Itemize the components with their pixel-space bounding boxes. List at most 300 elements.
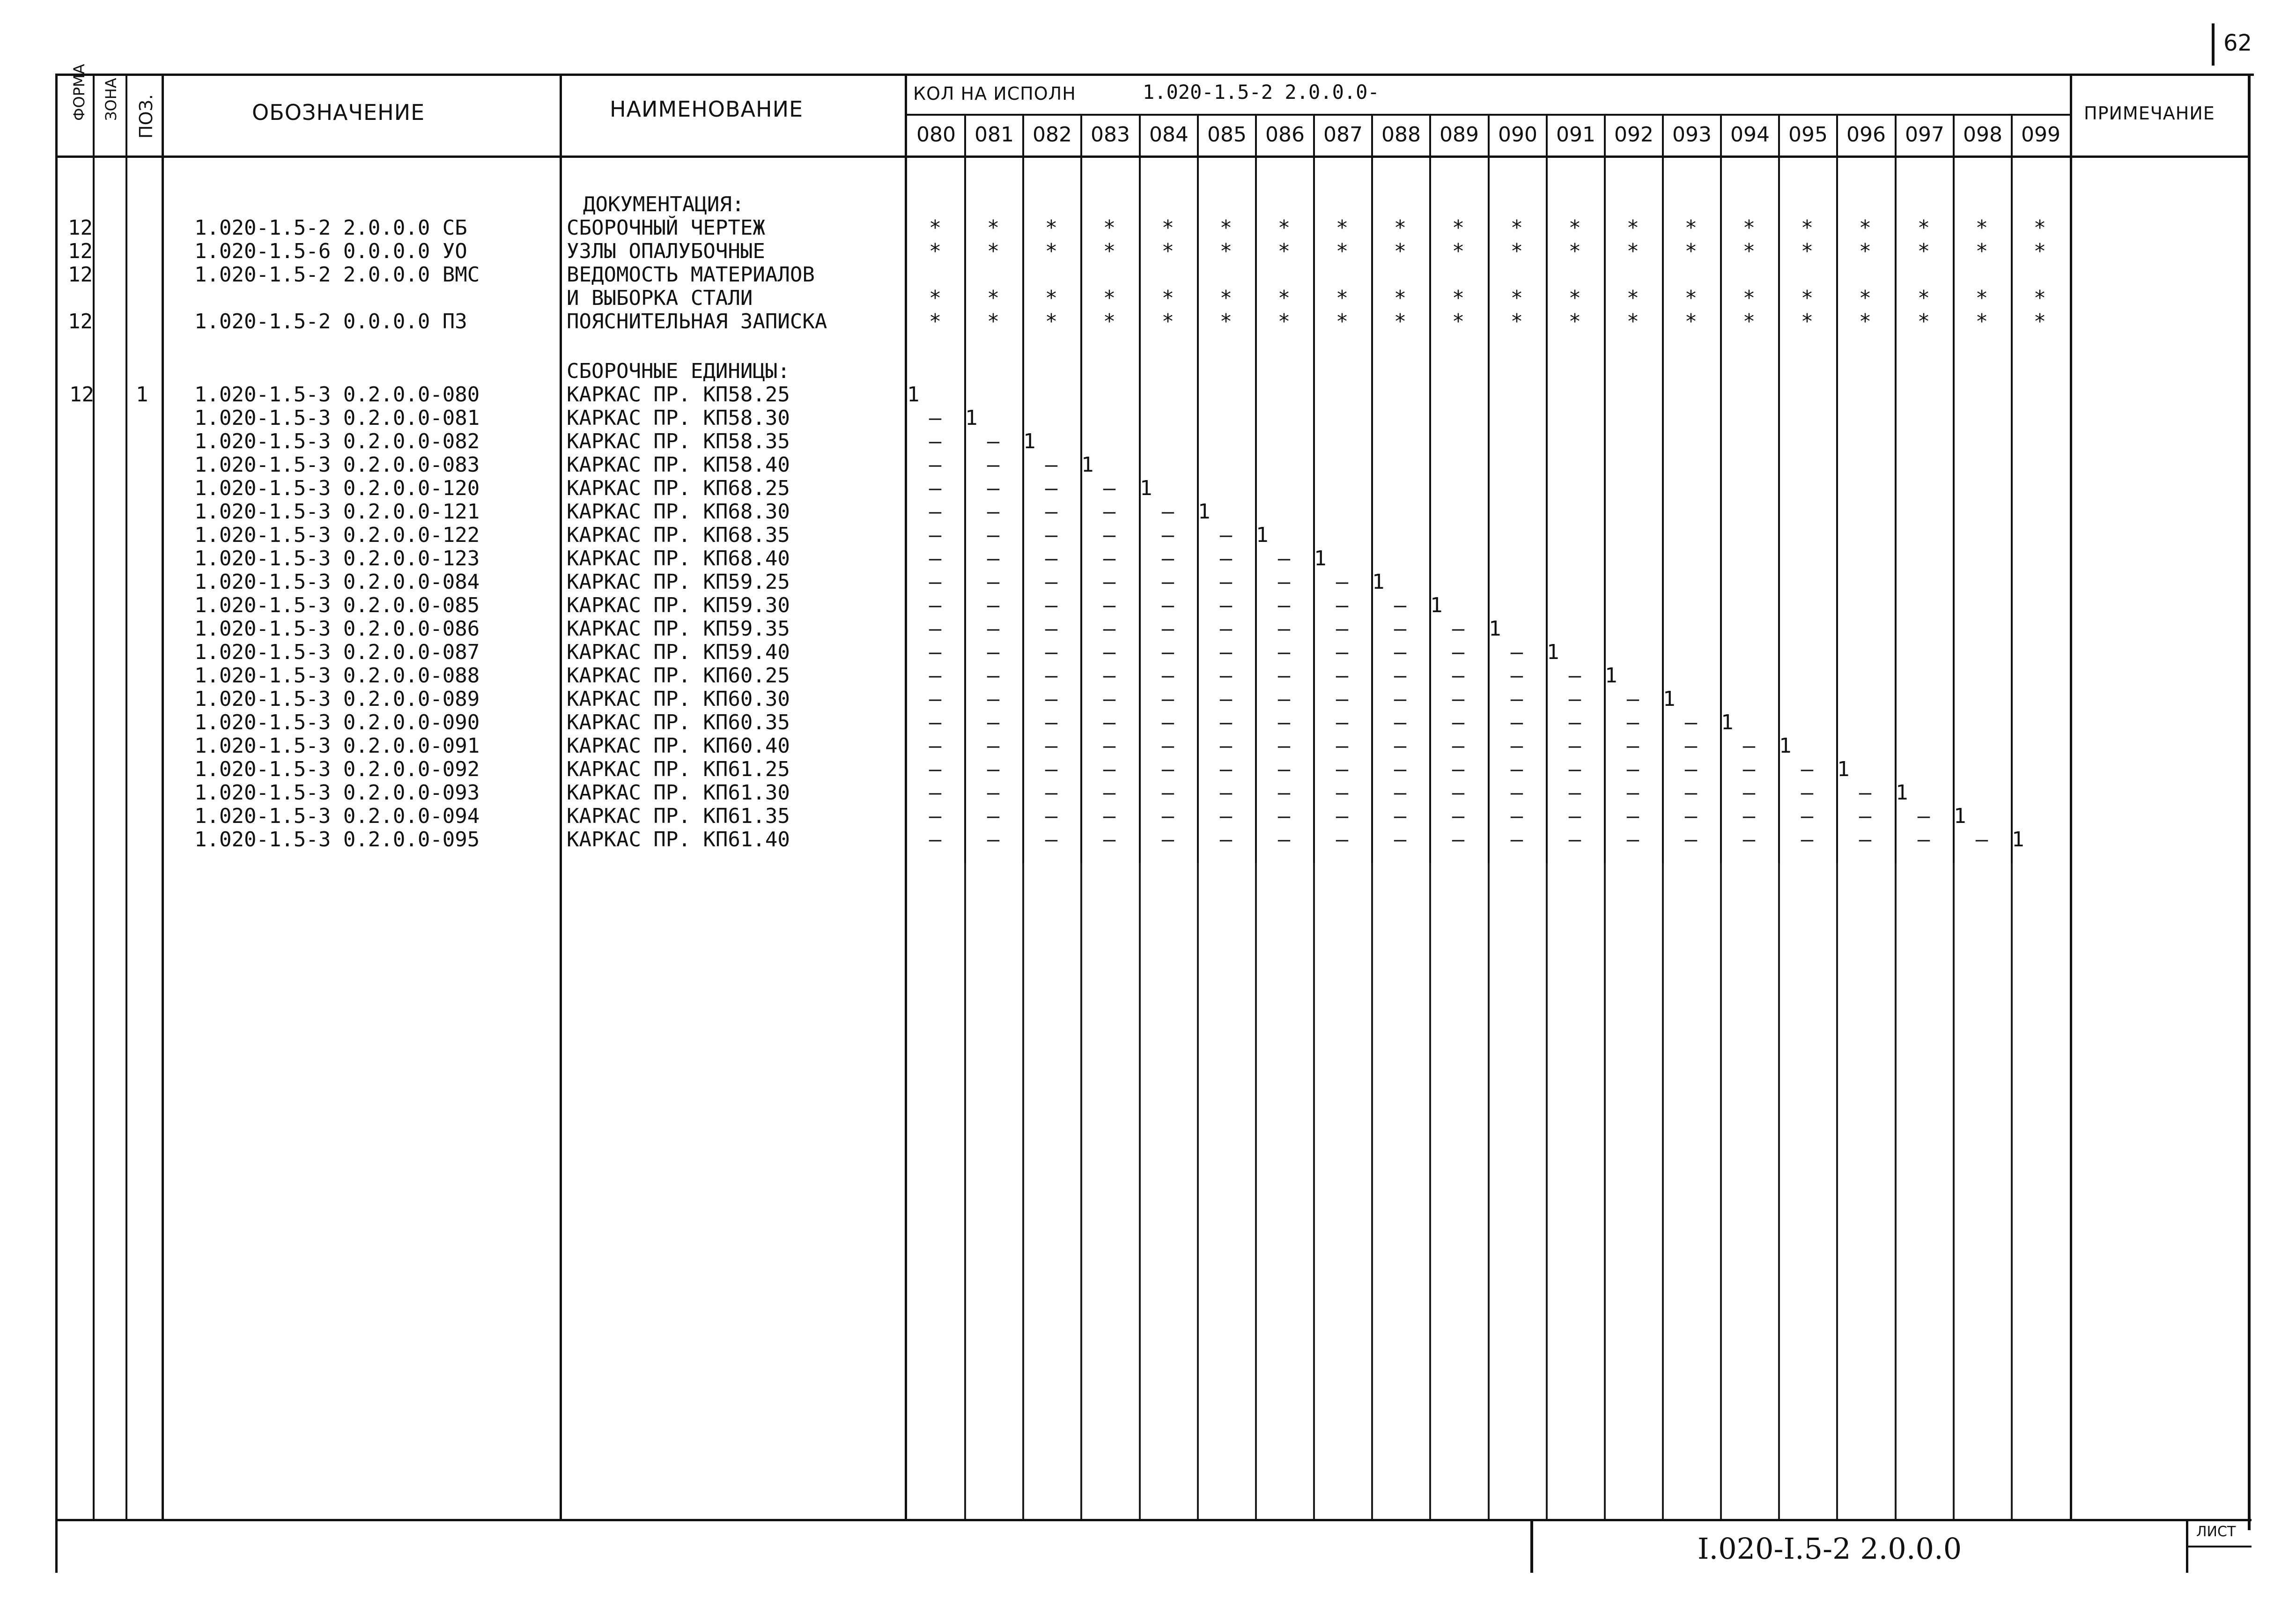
doc-designation: 1.020-1.5-2 2.0.0.0 СБ — [194, 216, 467, 240]
unit-dash: – — [987, 687, 1000, 711]
unit-dash: – — [987, 476, 1000, 500]
unit-dash: – — [1103, 687, 1116, 711]
unit-qty: 1 — [1489, 617, 1501, 641]
section-documentation: ДОКУМЕНТАЦИЯ: — [583, 192, 745, 216]
unit-dash: – — [1161, 734, 1174, 758]
variant-col-line-full — [1429, 114, 1431, 1521]
unit-dash: – — [1161, 640, 1174, 664]
unit-dash: – — [1626, 828, 1639, 851]
unit-dash: – — [1277, 804, 1291, 828]
doc-mark: * — [2033, 286, 2046, 310]
unit-dash: – — [929, 570, 942, 594]
unit-dash: – — [929, 500, 942, 524]
unit-name: КАРКАС ПР. КП61.40 — [567, 828, 790, 851]
header-poz: ПОЗ. — [136, 94, 156, 139]
doc-mark: * — [1336, 216, 1349, 240]
unit-dash: – — [1161, 687, 1174, 711]
unit-dash: – — [987, 828, 1000, 851]
variant-header-099: 099 — [2021, 123, 2060, 147]
col-line-name — [905, 74, 907, 1521]
variant-header-085: 085 — [1207, 123, 1247, 147]
unit-dash: – — [987, 734, 1000, 758]
unit-qty: 1 — [1081, 453, 1094, 477]
doc-mark: * — [1510, 239, 1523, 263]
doc-mark: * — [1801, 239, 1814, 263]
unit-dash: – — [1045, 664, 1058, 688]
unit-dash: – — [1801, 804, 1814, 828]
table-right-border — [2248, 74, 2251, 1530]
variant-header-084: 084 — [1149, 123, 1189, 147]
unit-dash: – — [987, 804, 1000, 828]
unit-qty: 1 — [1372, 570, 1385, 594]
unit-dash: – — [1103, 476, 1116, 500]
unit-dash: – — [1336, 781, 1349, 805]
unit-dash: – — [987, 781, 1000, 805]
unit-dash: – — [1510, 734, 1523, 758]
unit-dash: – — [1568, 757, 1581, 781]
variant-header-086: 086 — [1265, 123, 1305, 147]
doc-mark: * — [1742, 310, 1756, 333]
unit-designation: 1.020-1.5-3 0.2.0.0-087 — [194, 640, 480, 664]
unit-designation: 1.020-1.5-3 0.2.0.0-080 — [194, 383, 480, 407]
doc-mark: * — [987, 216, 1000, 240]
doc-mark: * — [1452, 310, 1465, 333]
doc-mark: * — [1219, 216, 1233, 240]
doc-mark: * — [1917, 239, 1930, 263]
unit-designation: 1.020-1.5-3 0.2.0.0-092 — [194, 757, 480, 781]
doc-mark: * — [1917, 286, 1930, 310]
unit-dash: – — [1045, 804, 1058, 828]
units-forma: 12 — [69, 383, 94, 407]
unit-dash: – — [929, 804, 942, 828]
unit-designation: 1.020-1.5-3 0.2.0.0-082 — [194, 429, 480, 453]
doc-mark: * — [1161, 239, 1174, 263]
unit-dash: – — [929, 617, 942, 641]
unit-dash: – — [929, 687, 942, 711]
unit-dash: – — [1045, 500, 1058, 524]
doc-mark: * — [2033, 310, 2046, 333]
unit-dash: – — [1452, 664, 1465, 688]
doc-mark: * — [1568, 286, 1581, 310]
unit-dash: – — [1394, 711, 1407, 734]
doc-mark: * — [1103, 286, 1116, 310]
doc-mark: * — [1975, 216, 1988, 240]
unit-dash: – — [1277, 711, 1291, 734]
unit-dash: – — [987, 617, 1000, 641]
unit-dash: – — [1277, 757, 1291, 781]
unit-dash: – — [987, 757, 1000, 781]
doc-mark: * — [1336, 286, 1349, 310]
variant-header-095: 095 — [1788, 123, 1828, 147]
variant-col-line-full — [1197, 114, 1199, 1521]
unit-dash: – — [1219, 687, 1233, 711]
unit-dash: – — [1277, 570, 1291, 594]
variant-header-090: 090 — [1498, 123, 1537, 147]
unit-dash: – — [1219, 547, 1233, 570]
unit-dash: – — [1452, 734, 1465, 758]
doc-mark: * — [1219, 239, 1233, 263]
unit-dash: – — [1917, 804, 1930, 828]
unit-dash: – — [1742, 804, 1756, 828]
unit-designation: 1.020-1.5-3 0.2.0.0-120 — [194, 476, 480, 500]
doc-mark: * — [1394, 286, 1407, 310]
unit-dash: – — [1045, 640, 1058, 664]
unit-dash: – — [987, 570, 1000, 594]
unit-dash: – — [1394, 734, 1407, 758]
unit-dash: – — [1045, 757, 1058, 781]
doc-mark: * — [2033, 239, 2046, 263]
unit-dash: – — [1336, 828, 1349, 851]
variant-header-097: 097 — [1905, 123, 1944, 147]
doc-mark: * — [1975, 286, 1988, 310]
unit-name: КАРКАС ПР. КП61.25 — [567, 757, 790, 781]
unit-dash: – — [1045, 711, 1058, 734]
unit-dash: – — [1045, 687, 1058, 711]
unit-dash: – — [1161, 781, 1174, 805]
unit-dash: – — [1045, 570, 1058, 594]
header-designation: ОБОЗНАЧЕНИЕ — [252, 100, 425, 125]
unit-dash: – — [1742, 828, 1756, 851]
unit-dash: – — [1336, 593, 1349, 617]
unit-name: КАРКАС ПР. КП68.25 — [567, 476, 790, 500]
unit-dash: – — [1568, 734, 1581, 758]
doc-forma: 12 — [68, 263, 93, 287]
unit-designation: 1.020-1.5-3 0.2.0.0-085 — [194, 593, 480, 617]
unit-dash: – — [1103, 523, 1116, 547]
unit-qty: 1 — [1896, 781, 1908, 805]
unit-dash: – — [987, 523, 1000, 547]
variant-header-094: 094 — [1730, 123, 1770, 147]
doc-mark: * — [1859, 310, 1872, 333]
unit-dash: – — [1394, 617, 1407, 641]
doc-mark: * — [1684, 310, 1698, 333]
variant-col-line-full — [1546, 114, 1548, 1521]
unit-dash: – — [1161, 828, 1174, 851]
unit-dash: – — [1801, 757, 1814, 781]
doc-mark: * — [1975, 310, 1988, 333]
unit-name: КАРКАС ПР. КП60.30 — [567, 687, 790, 711]
header-bottom-border-note — [2070, 155, 2248, 158]
unit-dash: – — [929, 757, 942, 781]
doc-designation: 1.020-1.5-2 0.0.0.0 ПЗ — [194, 310, 467, 333]
unit-dash: – — [1684, 804, 1698, 828]
variant-header-089: 089 — [1440, 123, 1479, 147]
variant-col-line-full — [964, 114, 966, 1521]
variant-header-092: 092 — [1614, 123, 1654, 147]
doc-mark: * — [1277, 216, 1291, 240]
header-forma: ФОРМА — [70, 64, 88, 121]
doc-mark: * — [987, 239, 1000, 263]
unit-dash: – — [1568, 828, 1581, 851]
unit-name: КАРКАС ПР. КП68.30 — [567, 500, 790, 524]
unit-dash: – — [1452, 711, 1465, 734]
unit-qty: 1 — [1605, 664, 1617, 688]
unit-dash: – — [987, 711, 1000, 734]
unit-designation: 1.020-1.5-3 0.2.0.0-086 — [194, 617, 480, 641]
unit-name: КАРКАС ПР. КП60.40 — [567, 734, 790, 758]
unit-dash: – — [1626, 781, 1639, 805]
unit-dash: – — [1626, 757, 1639, 781]
unit-dash: – — [1394, 804, 1407, 828]
unit-dash: – — [1452, 687, 1465, 711]
unit-qty: 1 — [1721, 711, 1734, 734]
unit-dash: – — [1103, 593, 1116, 617]
variant-header-087: 087 — [1323, 123, 1363, 147]
unit-dash: – — [1568, 711, 1581, 734]
doc-mark: * — [1336, 239, 1349, 263]
variant-header-091: 091 — [1556, 123, 1595, 147]
unit-designation: 1.020-1.5-3 0.2.0.0-089 — [194, 687, 480, 711]
doc-mark: * — [1277, 286, 1291, 310]
unit-dash: – — [1103, 547, 1116, 570]
unit-dash: – — [1394, 828, 1407, 851]
unit-dash: – — [1219, 593, 1233, 617]
unit-dash: – — [1045, 617, 1058, 641]
variant-col-line-full — [1604, 114, 1606, 1521]
variant-header-088: 088 — [1381, 123, 1421, 147]
unit-dash: – — [1045, 547, 1058, 570]
page-number: 62 — [2223, 30, 2252, 56]
doc-mark: * — [1626, 216, 1639, 240]
unit-dash: – — [1394, 687, 1407, 711]
unit-dash: – — [1219, 828, 1233, 851]
unit-dash: – — [1568, 664, 1581, 688]
units-poz: 1 — [136, 383, 148, 407]
unit-name: КАРКАС ПР. КП60.25 — [567, 664, 790, 688]
col-line-designation — [560, 74, 562, 1521]
table-left-border — [55, 74, 58, 1530]
variant-col-line-full — [1778, 114, 1780, 1521]
unit-dash: – — [1277, 781, 1291, 805]
doc-mark: * — [1801, 310, 1814, 333]
unit-dash: – — [1045, 453, 1058, 477]
doc-mark: * — [1161, 310, 1174, 333]
unit-name: КАРКАС ПР. КП59.30 — [567, 593, 790, 617]
unit-dash: – — [1510, 804, 1523, 828]
doc-mark: * — [1452, 239, 1465, 263]
doc-mark: * — [929, 310, 942, 333]
unit-dash: – — [1336, 804, 1349, 828]
col-line-poz — [162, 74, 164, 1521]
doc-mark: * — [929, 216, 942, 240]
doc-mark: * — [1277, 239, 1291, 263]
doc-mark: * — [1975, 239, 1988, 263]
doc-mark: * — [1103, 216, 1116, 240]
unit-dash: – — [1045, 781, 1058, 805]
variant-header-080: 080 — [916, 123, 956, 147]
doc-name: УЗЛЫ ОПАЛУБОЧНЫЕ — [567, 239, 765, 263]
unit-dash: – — [1742, 781, 1756, 805]
unit-designation: 1.020-1.5-3 0.2.0.0-088 — [194, 664, 480, 688]
unit-qty: 1 — [965, 406, 978, 430]
doc-mark: * — [2033, 216, 2046, 240]
unit-dash: – — [1161, 500, 1174, 524]
page-number-rule — [2212, 23, 2215, 66]
col-line-zona — [126, 74, 127, 1521]
doc-mark: * — [1219, 286, 1233, 310]
unit-dash: – — [929, 828, 942, 851]
unit-name: КАРКАС ПР. КП58.40 — [567, 453, 790, 477]
stamp-code: I.020-I.5-2 2.0.0.0 — [1698, 1532, 1962, 1566]
variant-header-082: 082 — [1033, 123, 1072, 147]
doc-mark: * — [1568, 310, 1581, 333]
unit-dash: – — [1336, 664, 1349, 688]
unit-designation: 1.020-1.5-3 0.2.0.0-093 — [194, 781, 480, 805]
unit-dash: – — [1045, 593, 1058, 617]
unit-dash: – — [1626, 804, 1639, 828]
doc-mark: * — [1452, 216, 1465, 240]
unit-name: КАРКАС ПР. КП60.35 — [567, 711, 790, 734]
doc-forma: 12 — [68, 310, 93, 333]
unit-dash: – — [1045, 828, 1058, 851]
stamp-left-border — [55, 1521, 58, 1573]
unit-dash: – — [1045, 734, 1058, 758]
doc-mark: * — [1045, 286, 1058, 310]
doc-mark: * — [929, 286, 942, 310]
unit-dash: – — [929, 711, 942, 734]
stamp-divider — [1530, 1519, 1533, 1573]
unit-dash: – — [1394, 757, 1407, 781]
variant-col-line-full — [1895, 114, 1897, 1521]
variant-header-083: 083 — [1091, 123, 1130, 147]
doc-name: СБОРОЧНЫЙ ЧЕРТЕЖ — [567, 216, 765, 240]
unit-designation: 1.020-1.5-3 0.2.0.0-090 — [194, 711, 480, 734]
unit-dash: – — [1684, 757, 1698, 781]
doc-name: И ВЫБОРКА СТАЛИ — [567, 286, 753, 310]
unit-dash: – — [929, 453, 942, 477]
doc-mark: * — [1742, 286, 1756, 310]
unit-dash: – — [1277, 664, 1291, 688]
unit-dash: – — [1277, 593, 1291, 617]
unit-dash: – — [1626, 734, 1639, 758]
variant-col-line-full — [1720, 114, 1722, 1521]
variant-col-line-full — [1371, 114, 1373, 1521]
unit-qty: 1 — [1198, 500, 1211, 524]
unit-name: КАРКАС ПР. КП59.35 — [567, 617, 790, 641]
unit-dash: – — [987, 453, 1000, 477]
unit-dash: – — [929, 523, 942, 547]
doc-mark: * — [1510, 310, 1523, 333]
unit-dash: – — [1394, 640, 1407, 664]
doc-mark: * — [1917, 310, 1930, 333]
unit-qty: 1 — [1430, 593, 1443, 617]
unit-dash: – — [987, 429, 1000, 453]
unit-dash: – — [1336, 617, 1349, 641]
doc-mark: * — [1161, 216, 1174, 240]
variant-col-line-full — [1022, 114, 1024, 1521]
unit-dash: – — [1568, 781, 1581, 805]
unit-dash: – — [1510, 828, 1523, 851]
doc-mark: * — [1394, 310, 1407, 333]
variant-col-line-full — [1662, 114, 1664, 1521]
unit-name: КАРКАС ПР. КП61.35 — [567, 804, 790, 828]
doc-mark: * — [1626, 310, 1639, 333]
unit-dash: – — [1219, 757, 1233, 781]
doc-designation: 1.020-1.5-6 0.0.0.0 УО — [194, 239, 467, 263]
col-line-qty-end — [2070, 74, 2072, 1521]
unit-dash: – — [1161, 547, 1174, 570]
unit-designation: 1.020-1.5-3 0.2.0.0-121 — [194, 500, 480, 524]
unit-dash: – — [1394, 781, 1407, 805]
col-line-forma — [93, 74, 95, 1521]
doc-mark: * — [1742, 239, 1756, 263]
doc-mark: * — [1045, 239, 1058, 263]
unit-dash: – — [1219, 804, 1233, 828]
unit-dash: – — [1394, 593, 1407, 617]
variant-header-096: 096 — [1846, 123, 1886, 147]
unit-dash: – — [1452, 804, 1465, 828]
unit-dash: – — [1917, 828, 1930, 851]
unit-dash: – — [1684, 781, 1698, 805]
variant-col-line-full — [1488, 114, 1490, 1521]
unit-dash: – — [1103, 711, 1116, 734]
unit-dash: – — [1219, 570, 1233, 594]
unit-dash: – — [1219, 523, 1233, 547]
doc-mark: * — [1684, 286, 1698, 310]
doc-mark: * — [1742, 216, 1756, 240]
doc-mark: * — [1336, 310, 1349, 333]
unit-dash: – — [1103, 500, 1116, 524]
unit-dash: – — [1103, 757, 1116, 781]
unit-qty: 1 — [1023, 429, 1036, 453]
doc-mark: * — [987, 310, 1000, 333]
unit-designation: 1.020-1.5-3 0.2.0.0-094 — [194, 804, 480, 828]
unit-dash: – — [1277, 547, 1291, 570]
unit-dash: – — [1394, 664, 1407, 688]
doc-mark: * — [1045, 310, 1058, 333]
unit-dash: – — [929, 476, 942, 500]
unit-dash: – — [929, 781, 942, 805]
unit-qty: 1 — [1140, 476, 1152, 500]
unit-dash: – — [929, 593, 942, 617]
unit-dash: – — [1219, 734, 1233, 758]
doc-forma: 12 — [68, 239, 93, 263]
doc-mark: * — [1510, 216, 1523, 240]
unit-dash: – — [1742, 734, 1756, 758]
unit-dash: – — [1626, 687, 1639, 711]
doc-mark: * — [1045, 216, 1058, 240]
doc-mark: * — [1859, 286, 1872, 310]
unit-name: КАРКАС ПР. КП59.40 — [567, 640, 790, 664]
unit-dash: – — [987, 640, 1000, 664]
unit-dash: – — [1336, 640, 1349, 664]
unit-dash: – — [929, 429, 942, 453]
doc-mark: * — [929, 239, 942, 263]
unit-name: КАРКАС ПР. КП58.25 — [567, 383, 790, 407]
unit-dash: – — [929, 406, 942, 430]
unit-dash: – — [1801, 781, 1814, 805]
unit-dash: – — [1859, 781, 1872, 805]
unit-dash: – — [1161, 523, 1174, 547]
unit-dash: – — [1510, 640, 1523, 664]
unit-dash: – — [1277, 687, 1291, 711]
doc-mark: * — [1452, 286, 1465, 310]
unit-dash: – — [1103, 617, 1116, 641]
unit-dash: – — [1161, 593, 1174, 617]
unit-dash: – — [1161, 804, 1174, 828]
unit-dash: – — [1452, 617, 1465, 641]
doc-mark: * — [1684, 216, 1698, 240]
unit-dash: – — [1103, 664, 1116, 688]
doc-mark: * — [1859, 239, 1872, 263]
unit-dash: – — [1336, 687, 1349, 711]
unit-designation: 1.020-1.5-3 0.2.0.0-084 — [194, 570, 480, 594]
unit-dash: – — [1277, 734, 1291, 758]
doc-mark: * — [1394, 239, 1407, 263]
unit-dash: – — [1161, 664, 1174, 688]
header-name: НАИМЕНОВАНИЕ — [610, 96, 804, 122]
unit-name: КАРКАС ПР. КП58.35 — [567, 429, 790, 453]
